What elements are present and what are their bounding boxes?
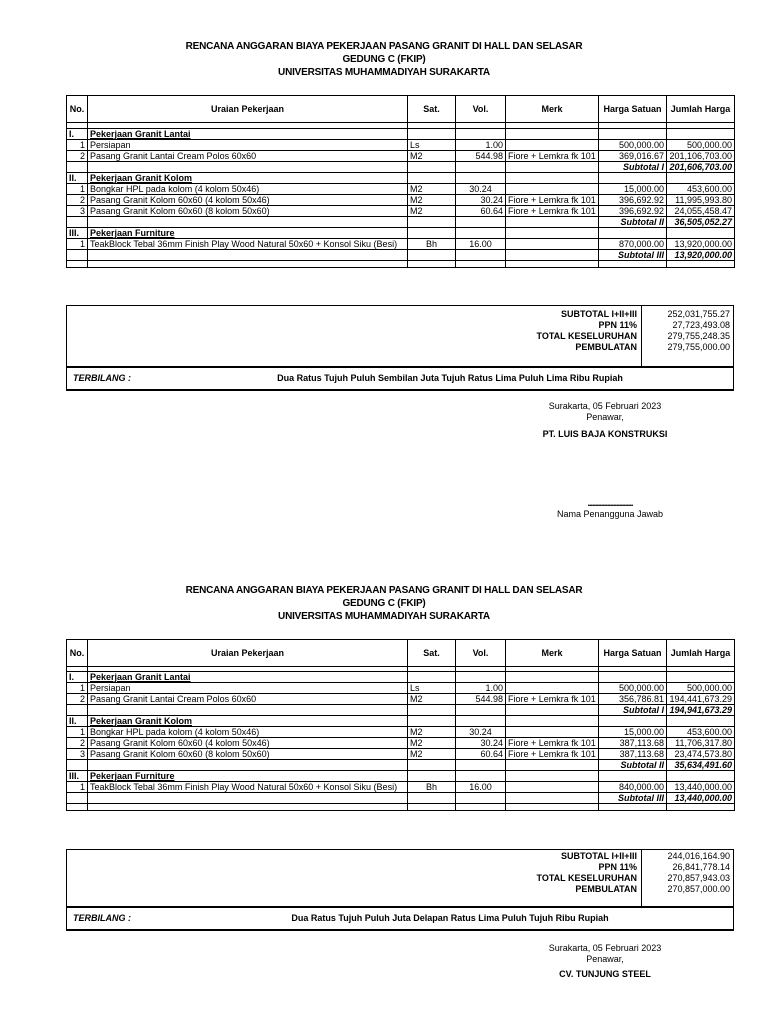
header-vol: Vol. <box>456 640 506 667</box>
spacer-row <box>67 261 735 268</box>
subtotal-label: Subtotal III <box>599 250 667 261</box>
section-row <box>67 173 735 184</box>
row-vol: 30.24 <box>456 738 506 749</box>
header-uraian: Uraian Pekerjaan <box>88 640 408 667</box>
row-merk: Fiore + Lemkra fk 101 <box>506 195 599 206</box>
row-jumlah: 453,600.00 <box>667 184 735 195</box>
subtotal-label: Subtotal I <box>599 162 667 173</box>
row-sat: M2 <box>408 727 456 738</box>
row-sat: M2 <box>408 749 456 760</box>
title-line-3: UNIVERSITAS MUHAMMADIYAH SURAKARTA <box>278 67 490 78</box>
table-row <box>67 239 735 250</box>
section-no: I. <box>67 672 88 683</box>
table-row <box>67 206 735 217</box>
ppn-row <box>67 862 733 873</box>
row-harga: 870,000.00 <box>599 239 667 250</box>
company-name: PT. LUIS BAJA KONSTRUKSI <box>542 429 668 439</box>
row-vol: 60.64 <box>456 749 506 760</box>
row-no: 1 <box>67 683 88 694</box>
row-harga: 15,000.00 <box>599 184 667 195</box>
place-date: Surakarta, 05 Februari 2023 <box>548 943 662 953</box>
subtotal-all-value: 244,016,164.90 <box>667 851 730 861</box>
row-merk <box>506 140 599 151</box>
row-no: 3 <box>67 749 88 760</box>
section-row <box>67 672 735 683</box>
row-jumlah: 24,055,458.47 <box>667 206 735 217</box>
subtotal-row <box>67 760 735 771</box>
section-no: III. <box>67 771 88 782</box>
total-label: TOTAL KESELURUHAN <box>536 331 637 341</box>
subtotal-value: 35,634,491.60 <box>667 760 735 771</box>
table-row <box>67 683 735 694</box>
row-uraian: Persiapan <box>88 683 408 694</box>
section-name: Pekerjaan Granit Lantai <box>88 672 408 683</box>
table-row <box>67 782 735 793</box>
row-no: 1 <box>67 782 88 793</box>
row-vol: 30.24 <box>456 184 506 195</box>
row-vol: 16.00 <box>456 782 506 793</box>
row-merk <box>506 727 599 738</box>
header-merk: Merk <box>506 640 599 667</box>
total-row <box>67 331 733 342</box>
row-sat: M2 <box>408 694 456 705</box>
row-merk <box>506 239 599 250</box>
title-line-1: RENCANA ANGGARAN BIAYA PEKERJAAN PASANG GRANIT DI HALL DAN SELASAR <box>185 41 583 52</box>
row-uraian: Pasang Granit Kolom 60x60 (4 kolom 50x46) <box>88 738 408 749</box>
subtotal-label: Subtotal I <box>599 705 667 716</box>
row-uraian: Pasang Granit Lantai Cream Polos 60x60 <box>88 694 408 705</box>
title-line-2: GEDUNG C (FKIP) <box>342 54 426 65</box>
row-no: 2 <box>67 195 88 206</box>
table-header-row <box>67 640 735 667</box>
rab-table <box>66 639 735 811</box>
signer-name: Nama Penangguna Jawab <box>556 509 664 519</box>
row-no: 1 <box>67 727 88 738</box>
subtotal-value: 13,440,000.00 <box>667 793 735 804</box>
signature-block <box>520 943 690 980</box>
ppn-row <box>67 320 733 331</box>
total-value: 279,755,248.35 <box>667 331 730 341</box>
row-harga: 396,692.92 <box>599 195 667 206</box>
table-row <box>67 749 735 760</box>
signature-block <box>520 401 690 440</box>
table-row <box>67 738 735 749</box>
row-jumlah: 11,706,317.80 <box>667 738 735 749</box>
row-merk: Fiore + Lemkra fk 101 <box>506 151 599 162</box>
table-row <box>67 727 735 738</box>
row-uraian: TeakBlock Tebal 36mm Finish Play Wood Natural 50x60 + Konsol Siku (Besi) <box>88 239 408 250</box>
row-jumlah: 13,920,000.00 <box>667 239 735 250</box>
row-merk: Fiore + Lemkra fk 101 <box>506 749 599 760</box>
row-vol: 544.98 <box>456 151 506 162</box>
row-no: 2 <box>67 694 88 705</box>
table-row <box>67 195 735 206</box>
subtotal-all-row <box>67 309 733 320</box>
row-sat: Ls <box>408 140 456 151</box>
terbilang-box <box>66 366 734 391</box>
document-title <box>0 584 768 623</box>
row-sat: M2 <box>408 184 456 195</box>
rounding-row <box>67 342 733 353</box>
row-harga: 500,000.00 <box>599 683 667 694</box>
section-no: II. <box>67 173 88 184</box>
ppn-value: 26,841,778.14 <box>672 862 730 872</box>
row-sat: Bh <box>408 239 456 250</box>
row-harga: 387,113.68 <box>599 749 667 760</box>
header-jumlah: Jumlah Harga <box>667 96 735 123</box>
section-no: III. <box>67 228 88 239</box>
section-row <box>67 771 735 782</box>
table-row <box>67 151 735 162</box>
subtotal-row <box>67 162 735 173</box>
row-jumlah: 11,995,993.80 <box>667 195 735 206</box>
title-line-1: RENCANA ANGGARAN BIAYA PEKERJAAN PASANG GRANIT DI HALL DAN SELASAR <box>185 585 583 596</box>
row-sat: Bh <box>408 782 456 793</box>
penawar-label: Penawar, <box>586 954 624 964</box>
row-uraian: Bongkar HPL pada kolom (4 kolom 50x46) <box>88 727 408 738</box>
header-harga: Harga Satuan <box>599 640 667 667</box>
total-row <box>67 873 733 884</box>
title-line-2: GEDUNG C (FKIP) <box>342 598 426 609</box>
row-no: 1 <box>67 239 88 250</box>
row-harga: 387,113.68 <box>599 738 667 749</box>
spacer-row <box>67 804 735 811</box>
subtotal-all-label: SUBTOTAL I+II+III <box>560 309 637 319</box>
ppn-label: PPN 11% <box>598 862 637 872</box>
row-no: 1 <box>67 140 88 151</box>
row-vol: 30.24 <box>456 727 506 738</box>
row-jumlah: 201,106,703.00 <box>667 151 735 162</box>
header-jumlah: Jumlah Harga <box>667 640 735 667</box>
header-sat: Sat. <box>408 640 456 667</box>
rounding-row <box>67 884 733 895</box>
row-sat: M2 <box>408 738 456 749</box>
rab-table <box>66 95 735 268</box>
company-name: CV. TUNJUNG STEEL <box>559 969 651 979</box>
ppn-value: 27,723,493.08 <box>672 320 730 330</box>
totals-box <box>66 305 734 368</box>
subtotal-value: 194,941,673.29 <box>667 705 735 716</box>
table-row <box>67 184 735 195</box>
row-merk <box>506 184 599 195</box>
subtotal-value: 13,920,000.00 <box>667 250 735 261</box>
row-vol: 60.64 <box>456 206 506 217</box>
header-merk: Merk <box>506 96 599 123</box>
row-harga: 356,786.81 <box>599 694 667 705</box>
header-uraian: Uraian Pekerjaan <box>88 96 408 123</box>
section-no: II. <box>67 716 88 727</box>
row-uraian: Pasang Granit Kolom 60x60 (4 kolom 50x46) <box>88 195 408 206</box>
row-uraian: Pasang Granit Lantai Cream Polos 60x60 <box>88 151 408 162</box>
subtotal-label: Subtotal III <box>599 793 667 804</box>
table-header-row <box>67 96 735 123</box>
section-row <box>67 129 735 140</box>
row-jumlah: 453,600.00 <box>667 727 735 738</box>
header-sat: Sat. <box>408 96 456 123</box>
row-jumlah: 500,000.00 <box>667 683 735 694</box>
row-vol: 1.00 <box>456 683 506 694</box>
row-uraian: Pasang Granit Kolom 60x60 (8 kolom 50x60) <box>88 206 408 217</box>
row-harga: 15,000.00 <box>599 727 667 738</box>
subtotal-all-value: 252,031,755.27 <box>667 309 730 319</box>
row-vol: 1.00 <box>456 140 506 151</box>
document-title <box>0 40 768 79</box>
penawar-label: Penawar, <box>586 412 624 422</box>
section-name: Pekerjaan Granit Lantai <box>88 129 408 140</box>
table-row <box>67 140 735 151</box>
header-vol: Vol. <box>456 96 506 123</box>
row-vol: 30.24 <box>456 195 506 206</box>
row-vol: 16.00 <box>456 239 506 250</box>
row-merk <box>506 683 599 694</box>
row-uraian: Pasang Granit Kolom 60x60 (8 kolom 50x60) <box>88 749 408 760</box>
rounding-value: 279,755,000.00 <box>667 342 730 352</box>
title-line-3: UNIVERSITAS MUHAMMADIYAH SURAKARTA <box>278 611 490 622</box>
total-label: TOTAL KESELURUHAN <box>536 873 637 883</box>
row-sat: M2 <box>408 206 456 217</box>
row-jumlah: 194,441,673.29 <box>667 694 735 705</box>
subtotal-all-label: SUBTOTAL I+II+III <box>560 851 637 861</box>
subtotal-all-row <box>67 851 733 862</box>
row-sat: M2 <box>408 195 456 206</box>
section-name: Pekerjaan Furniture <box>88 228 408 239</box>
row-vol: 544.98 <box>456 694 506 705</box>
subtotal-row <box>67 250 735 261</box>
row-harga: 500,000.00 <box>599 140 667 151</box>
row-sat: Ls <box>408 683 456 694</box>
header-no: No. <box>67 96 88 123</box>
section-name: Pekerjaan Granit Kolom <box>88 173 408 184</box>
row-merk: Fiore + Lemkra fk 101 <box>506 738 599 749</box>
row-uraian: TeakBlock Tebal 36mm Finish Play Wood Natural 50x60 + Konsol Siku (Besi) <box>88 782 408 793</box>
row-harga: 369,016.67 <box>599 151 667 162</box>
signature-line: .............................. <box>587 498 633 508</box>
ppn-label: PPN 11% <box>598 320 637 330</box>
row-jumlah: 500,000.00 <box>667 140 735 151</box>
subtotal-row <box>67 705 735 716</box>
terbilang-text: Dua Ratus Tujuh Puluh Juta Delapan Ratus Lima Puluh Tujuh Ribu Rupiah <box>291 913 609 923</box>
section-row <box>67 228 735 239</box>
terbilang-text: Dua Ratus Tujuh Puluh Sembilan Juta Tujuh Ratus Lima Puluh Lima Ribu Rupiah <box>277 373 623 383</box>
signer-block <box>540 498 680 520</box>
subtotal-row <box>67 217 735 228</box>
subtotal-value: 201,606,703.00 <box>667 162 735 173</box>
rounding-label: PEMBULATAN <box>575 342 637 352</box>
section-no: I. <box>67 129 88 140</box>
row-jumlah: 13,440,000.00 <box>667 782 735 793</box>
row-sat: M2 <box>408 151 456 162</box>
row-no: 2 <box>67 151 88 162</box>
terbilang-label: TERBILANG : <box>73 373 131 383</box>
subtotal-row <box>67 793 735 804</box>
terbilang-box <box>66 906 734 931</box>
place-date: Surakarta, 05 Februari 2023 <box>548 401 662 411</box>
rounding-value: 270,857,000.00 <box>667 884 730 894</box>
rounding-label: PEMBULATAN <box>575 884 637 894</box>
header-harga: Harga Satuan <box>599 96 667 123</box>
section-name: Pekerjaan Furniture <box>88 771 408 782</box>
row-uraian: Bongkar HPL pada kolom (4 kolom 50x46) <box>88 184 408 195</box>
total-value: 270,857,943.03 <box>667 873 730 883</box>
row-no: 2 <box>67 738 88 749</box>
terbilang-label: TERBILANG : <box>73 913 131 923</box>
row-jumlah: 23,474,573.80 <box>667 749 735 760</box>
subtotal-label: Subtotal II <box>599 760 667 771</box>
row-harga: 396,692.92 <box>599 206 667 217</box>
row-merk <box>506 782 599 793</box>
row-uraian: Persiapan <box>88 140 408 151</box>
header-no: No. <box>67 640 88 667</box>
subtotal-label: Subtotal II <box>599 217 667 228</box>
section-name: Pekerjaan Granit Kolom <box>88 716 408 727</box>
row-no: 3 <box>67 206 88 217</box>
table-row <box>67 694 735 705</box>
row-merk: Fiore + Lemkra fk 101 <box>506 206 599 217</box>
row-harga: 840,000.00 <box>599 782 667 793</box>
row-no: 1 <box>67 184 88 195</box>
totals-box <box>66 849 734 908</box>
subtotal-value: 36,505,052.27 <box>667 217 735 228</box>
row-merk: Fiore + Lemkra fk 101 <box>506 694 599 705</box>
section-row <box>67 716 735 727</box>
